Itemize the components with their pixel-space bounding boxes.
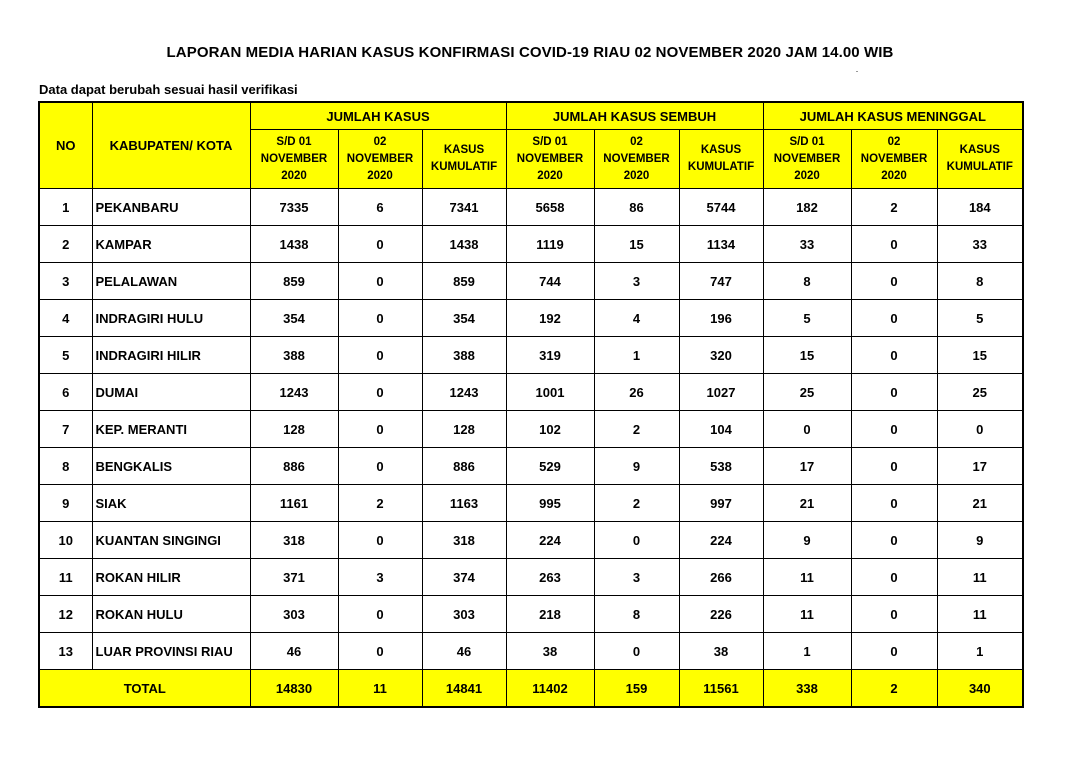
cell-region: PELALAWAN <box>92 263 250 300</box>
cell-cases-today: 0 <box>338 337 422 374</box>
header-sub-prev: S/D 01 NOVEMBER 2020 <box>250 130 338 189</box>
cell-recovered-cumulative: 196 <box>679 300 763 337</box>
cell-cases-prev: 371 <box>250 559 338 596</box>
header-group-deaths: JUMLAH KASUS MENINGGAL <box>763 102 1023 130</box>
cell-cases-prev: 7335 <box>250 189 338 226</box>
cell-region: DUMAI <box>92 374 250 411</box>
cell-deaths-prev: 11 <box>763 559 851 596</box>
cell-deaths-today: 0 <box>851 559 937 596</box>
cell-region: KAMPAR <box>92 226 250 263</box>
table-row <box>39 300 1023 337</box>
header-sub-prev: S/D 01 NOVEMBER 2020 <box>506 130 594 189</box>
cell-cases-cumulative: 1163 <box>422 485 506 522</box>
cell-deaths-prev: 9 <box>763 522 851 559</box>
cell-deaths-prev: 0 <box>763 411 851 448</box>
cell-cases-prev: 303 <box>250 596 338 633</box>
cell-deaths-prev: 15 <box>763 337 851 374</box>
cell-cases-today: 6 <box>338 189 422 226</box>
cell-cases-prev: 1161 <box>250 485 338 522</box>
report-title: LAPORAN MEDIA HARIAN KASUS KONFIRMASI COVID-19 RIAU 02 NOVEMBER 2020 JAM 14.00 WIB <box>166 44 894 61</box>
table-row <box>39 633 1023 670</box>
cell-recovered-prev: 995 <box>506 485 594 522</box>
header-sub-cumulative: KASUS KUMULATIF <box>937 130 1023 189</box>
cell-cases-cumulative: 128 <box>422 411 506 448</box>
cell-no: 11 <box>39 559 92 596</box>
header-region: KABUPATEN/ KOTA <box>92 102 250 189</box>
cell-cases-cumulative: 374 <box>422 559 506 596</box>
header-group-recovered: JUMLAH KASUS SEMBUH <box>506 102 763 130</box>
cell-recovered-today: 86 <box>594 189 679 226</box>
cell-recovered-cumulative: 1134 <box>679 226 763 263</box>
cell-cases-today: 0 <box>338 300 422 337</box>
cell-cases-today: 0 <box>338 596 422 633</box>
cell-deaths-today: 0 <box>851 448 937 485</box>
cell-no: 5 <box>39 337 92 374</box>
cell-cases-today: 0 <box>338 226 422 263</box>
cell-recovered-today: 4 <box>594 300 679 337</box>
cell-deaths-today: 0 <box>851 485 937 522</box>
cell-deaths-today: 0 <box>851 300 937 337</box>
cell-recovered-today: 3 <box>594 559 679 596</box>
cell-region: KEP. MERANTI <box>92 411 250 448</box>
cell-deaths-today: 2 <box>851 189 937 226</box>
cell-recovered-prev: 38 <box>506 633 594 670</box>
cell-deaths-prev: 1 <box>763 633 851 670</box>
cell-cases-prev: 128 <box>250 411 338 448</box>
header-group-row <box>39 102 1023 130</box>
cell-no: 3 <box>39 263 92 300</box>
cell-region: KUANTAN SINGINGI <box>92 522 250 559</box>
total-cases-prev: 14830 <box>250 670 338 708</box>
cell-deaths-cumulative: 11 <box>937 559 1023 596</box>
cell-recovered-cumulative: 538 <box>679 448 763 485</box>
total-deaths-cumulative: 340 <box>937 670 1023 708</box>
cell-recovered-prev: 744 <box>506 263 594 300</box>
cell-cases-cumulative: 859 <box>422 263 506 300</box>
cell-deaths-today: 0 <box>851 633 937 670</box>
cell-cases-prev: 1243 <box>250 374 338 411</box>
header-sub-today: 02 NOVEMBER 2020 <box>594 130 679 189</box>
header-sub-today: 02 NOVEMBER 2020 <box>338 130 422 189</box>
cell-recovered-cumulative: 1027 <box>679 374 763 411</box>
cell-deaths-cumulative: 8 <box>937 263 1023 300</box>
cell-no: 12 <box>39 596 92 633</box>
cell-deaths-prev: 11 <box>763 596 851 633</box>
cell-cases-cumulative: 7341 <box>422 189 506 226</box>
cell-no: 13 <box>39 633 92 670</box>
cell-cases-cumulative: 318 <box>422 522 506 559</box>
cell-cases-today: 2 <box>338 485 422 522</box>
cell-cases-prev: 354 <box>250 300 338 337</box>
verification-note: Data dapat berubah sesuai hasil verifikasi <box>39 82 298 97</box>
covid-report-table <box>38 101 1024 708</box>
cell-deaths-cumulative: 11 <box>937 596 1023 633</box>
cell-cases-cumulative: 46 <box>422 633 506 670</box>
total-deaths-prev: 338 <box>763 670 851 708</box>
cell-recovered-cumulative: 266 <box>679 559 763 596</box>
cell-deaths-cumulative: 9 <box>937 522 1023 559</box>
cell-recovered-today: 9 <box>594 448 679 485</box>
cell-recovered-prev: 5658 <box>506 189 594 226</box>
cell-deaths-prev: 8 <box>763 263 851 300</box>
table-row <box>39 522 1023 559</box>
cell-deaths-today: 0 <box>851 596 937 633</box>
total-deaths-today: 2 <box>851 670 937 708</box>
cell-recovered-prev: 102 <box>506 411 594 448</box>
cell-cases-today: 0 <box>338 263 422 300</box>
cell-cases-cumulative: 354 <box>422 300 506 337</box>
cell-cases-prev: 46 <box>250 633 338 670</box>
cell-recovered-prev: 1001 <box>506 374 594 411</box>
cell-cases-today: 0 <box>338 522 422 559</box>
table-row <box>39 337 1023 374</box>
total-recovered-cumulative: 11561 <box>679 670 763 708</box>
cell-recovered-today: 26 <box>594 374 679 411</box>
cell-cases-cumulative: 1243 <box>422 374 506 411</box>
cell-recovered-today: 0 <box>594 633 679 670</box>
cell-region: PEKANBARU <box>92 189 250 226</box>
cell-recovered-cumulative: 226 <box>679 596 763 633</box>
cell-recovered-prev: 319 <box>506 337 594 374</box>
cell-recovered-cumulative: 104 <box>679 411 763 448</box>
cell-recovered-cumulative: 320 <box>679 337 763 374</box>
cell-deaths-prev: 182 <box>763 189 851 226</box>
cell-deaths-today: 0 <box>851 522 937 559</box>
cell-cases-prev: 886 <box>250 448 338 485</box>
cell-deaths-today: 0 <box>851 411 937 448</box>
cell-deaths-today: 0 <box>851 337 937 374</box>
total-cases-today: 11 <box>338 670 422 708</box>
cell-deaths-cumulative: 184 <box>937 189 1023 226</box>
cell-deaths-today: 0 <box>851 374 937 411</box>
table-row <box>39 559 1023 596</box>
cell-cases-today: 0 <box>338 448 422 485</box>
cell-cases-prev: 859 <box>250 263 338 300</box>
table-row <box>39 189 1023 226</box>
table-row <box>39 448 1023 485</box>
cell-deaths-cumulative: 33 <box>937 226 1023 263</box>
table-row <box>39 411 1023 448</box>
cell-cases-cumulative: 886 <box>422 448 506 485</box>
cell-no: 7 <box>39 411 92 448</box>
cell-recovered-prev: 529 <box>506 448 594 485</box>
total-recovered-prev: 11402 <box>506 670 594 708</box>
cell-recovered-cumulative: 997 <box>679 485 763 522</box>
cell-recovered-today: 2 <box>594 411 679 448</box>
cell-deaths-prev: 5 <box>763 300 851 337</box>
cell-deaths-prev: 17 <box>763 448 851 485</box>
table-row <box>39 596 1023 633</box>
table-row <box>39 374 1023 411</box>
total-row <box>39 670 1023 708</box>
cell-recovered-prev: 1119 <box>506 226 594 263</box>
cell-recovered-cumulative: 224 <box>679 522 763 559</box>
header-sub-cumulative: KASUS KUMULATIF <box>679 130 763 189</box>
cell-cases-prev: 1438 <box>250 226 338 263</box>
total-recovered-today: 159 <box>594 670 679 708</box>
header-sub-today: 02 NOVEMBER 2020 <box>851 130 937 189</box>
cell-deaths-cumulative: 25 <box>937 374 1023 411</box>
header-group-cases: JUMLAH KASUS <box>250 102 506 130</box>
cell-recovered-today: 0 <box>594 522 679 559</box>
cell-region: INDRAGIRI HULU <box>92 300 250 337</box>
cell-cases-prev: 318 <box>250 522 338 559</box>
cell-deaths-today: 0 <box>851 263 937 300</box>
cell-deaths-prev: 33 <box>763 226 851 263</box>
cell-no: 4 <box>39 300 92 337</box>
table-row <box>39 485 1023 522</box>
cell-deaths-cumulative: 1 <box>937 633 1023 670</box>
total-label: TOTAL <box>39 670 250 708</box>
cell-recovered-today: 3 <box>594 263 679 300</box>
cell-recovered-prev: 224 <box>506 522 594 559</box>
cell-region: LUAR PROVINSI RIAU <box>92 633 250 670</box>
cell-recovered-today: 1 <box>594 337 679 374</box>
cell-recovered-today: 15 <box>594 226 679 263</box>
cell-cases-cumulative: 388 <box>422 337 506 374</box>
cell-cases-cumulative: 303 <box>422 596 506 633</box>
cell-recovered-cumulative: 38 <box>679 633 763 670</box>
cell-cases-cumulative: 1438 <box>422 226 506 263</box>
cell-recovered-prev: 192 <box>506 300 594 337</box>
cell-deaths-cumulative: 15 <box>937 337 1023 374</box>
cell-region: SIAK <box>92 485 250 522</box>
cell-cases-today: 0 <box>338 374 422 411</box>
cell-region: BENGKALIS <box>92 448 250 485</box>
cell-cases-prev: 388 <box>250 337 338 374</box>
cell-deaths-cumulative: 21 <box>937 485 1023 522</box>
cell-region: INDRAGIRI HILIR <box>92 337 250 374</box>
cell-no: 10 <box>39 522 92 559</box>
cell-recovered-prev: 263 <box>506 559 594 596</box>
cell-no: 8 <box>39 448 92 485</box>
cell-deaths-cumulative: 5 <box>937 300 1023 337</box>
cell-recovered-prev: 218 <box>506 596 594 633</box>
cell-deaths-cumulative: 17 <box>937 448 1023 485</box>
scan-speck <box>856 71 858 72</box>
header-sub-prev: S/D 01 NOVEMBER 2020 <box>763 130 851 189</box>
total-cases-cumulative: 14841 <box>422 670 506 708</box>
cell-no: 6 <box>39 374 92 411</box>
cell-no: 1 <box>39 189 92 226</box>
cell-recovered-today: 8 <box>594 596 679 633</box>
header-sub-cumulative: KASUS KUMULATIF <box>422 130 506 189</box>
cell-recovered-cumulative: 747 <box>679 263 763 300</box>
cell-cases-today: 0 <box>338 633 422 670</box>
table-row <box>39 263 1023 300</box>
cell-deaths-prev: 25 <box>763 374 851 411</box>
cell-deaths-cumulative: 0 <box>937 411 1023 448</box>
cell-cases-today: 0 <box>338 411 422 448</box>
header-no: NO <box>39 102 92 189</box>
cell-recovered-cumulative: 5744 <box>679 189 763 226</box>
table-row <box>39 226 1023 263</box>
cell-no: 2 <box>39 226 92 263</box>
cell-region: ROKAN HILIR <box>92 559 250 596</box>
cell-deaths-today: 0 <box>851 226 937 263</box>
cell-deaths-prev: 21 <box>763 485 851 522</box>
cell-region: ROKAN HULU <box>92 596 250 633</box>
cell-cases-today: 3 <box>338 559 422 596</box>
cell-recovered-today: 2 <box>594 485 679 522</box>
cell-no: 9 <box>39 485 92 522</box>
